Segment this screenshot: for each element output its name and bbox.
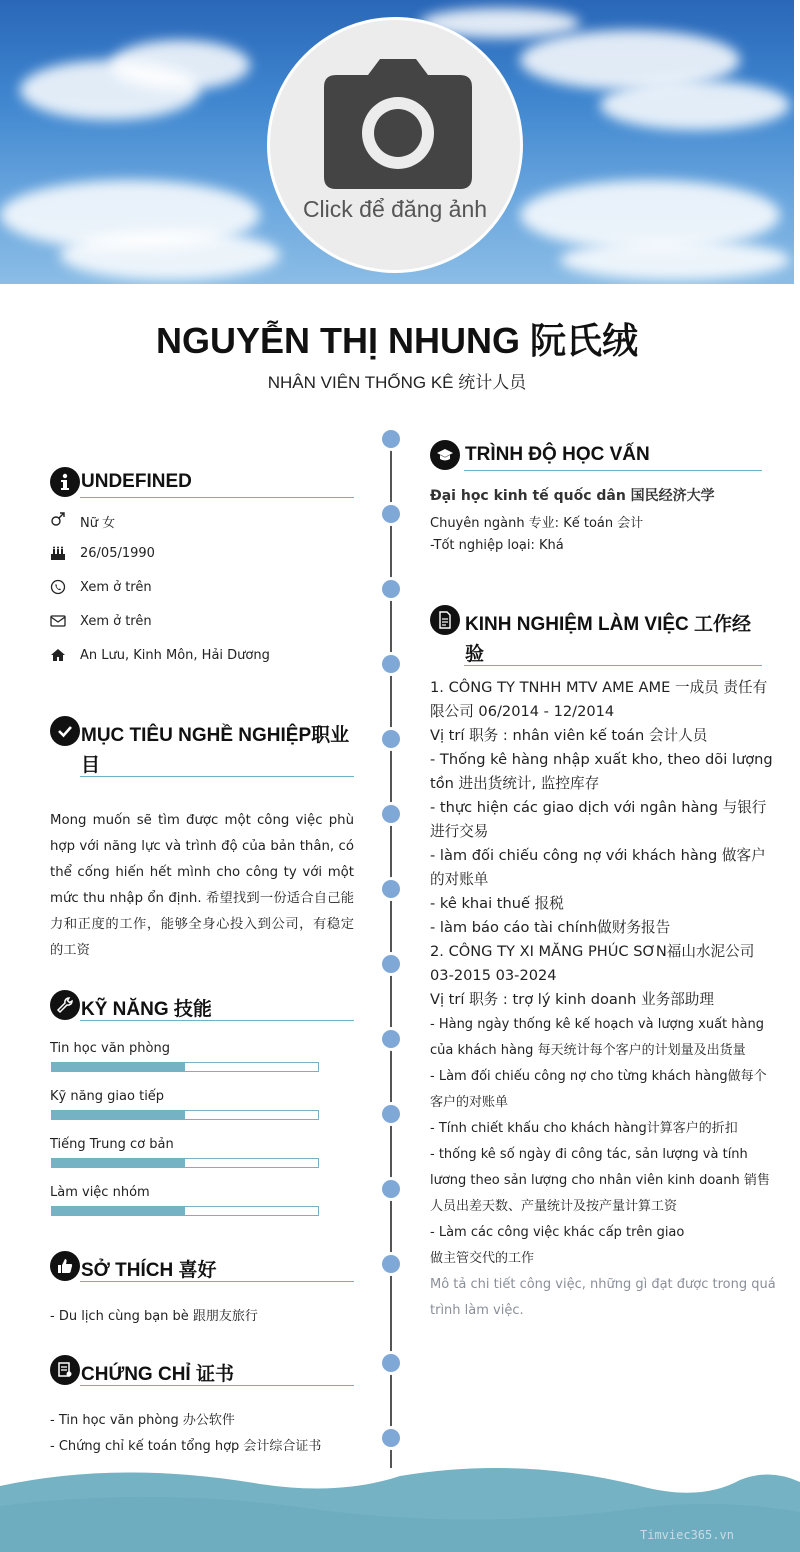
experience-heading [430,605,762,665]
skill-name: Tiếng Trung cơ bản [50,1137,174,1152]
skill-bar [51,1158,319,1168]
job-task: 做主管交代的工作 [430,1251,535,1266]
cover-banner [0,0,794,284]
hobbies-heading [50,1251,354,1281]
experience-list [430,676,776,1324]
section-divider [80,1385,354,1386]
timeline-dot [382,1105,400,1123]
job-company: 1. CÔNG TY TNHH MTV AME AME 一成员 责任有限公司 06/2014 - 12/2014 [430,679,768,720]
watermark: Timviec365.vn [640,1528,734,1542]
job-task: - Tính chiết khấu cho khách hàng计算客户的折扣 [430,1121,738,1136]
wrench-icon [50,990,80,1020]
education-school: Đại học kinh tế quốc dân 国民经济大学 [430,488,715,504]
timeline-dot [382,880,400,898]
job-task: - thống kê số ngày đi công tác, sản lượng và tính lương theo sản lượng cho nhân viên kinh doanh 销售人员出差天数、产量统计及按产量计算工资 [430,1147,770,1214]
personal-info-title: UNDEFINED [81,471,192,492]
section-divider [80,1020,354,1021]
graduation-cap-icon [430,440,460,470]
certificates-heading [50,1355,354,1385]
info-phone: Xem ở trên [50,578,350,600]
timeline-dot [382,805,400,823]
timeline-dot [382,1030,400,1048]
section-divider [80,776,354,777]
avatar-upload[interactable] [267,17,523,273]
info-icon [50,467,80,497]
job-company: 2. CÔNG TY XI MĂNG PHÚC SƠN福山水泥公司 03-2015 03-2024 [430,943,755,984]
timeline-dot [382,1180,400,1198]
skill-name: Kỹ năng giao tiếp [50,1089,165,1104]
education-major: Chuyên ngành 专业: Kế toán 会计 [430,516,644,531]
section-divider [80,497,354,498]
certificate-item: - Tin học văn phòng 办公软件 [50,1413,235,1428]
candidate-name: NGUYỄN THỊ NHUNG 阮氏绒 [155,320,638,361]
education-heading [430,440,762,470]
section-divider [464,470,762,471]
certificates-title: CHỨNG CHỈ 证书 [81,1364,234,1385]
avatar-upload-label: Click để đăng ảnh [302,196,488,222]
timeline-dot [382,730,400,748]
hobbies-title: SỞ THÍCH 喜好 [81,1260,217,1281]
check-circle-icon [50,716,80,746]
birthday-cake-icon [50,545,66,561]
job-task: - kê khai thuế 报税 [430,895,564,912]
skill-level-fill [52,1207,185,1215]
objective-heading [50,716,354,776]
experience-title: KINH NGHIỆM LÀM VIỆC 工作经 [465,614,752,635]
timeline-dot [382,1354,400,1372]
hobby-item: - Du lịch cùng bạn bè 跟朋友旅行 [50,1309,258,1324]
email-icon [50,613,66,629]
education-grade: -Tốt nghiệp loại: Khá [430,538,564,553]
job-task: - Hàng ngày thống kê kế hoạch và lượng xuất hàng của khách hàng 每天统计每个客户的计划量及出货量 [430,1017,764,1058]
timeline-dot [382,430,400,448]
info-gender: Nữ 女 [50,510,350,532]
job-description-placeholder[interactable]: Mô tả chi tiết công việc, những gì đạt được trong quá trình làm việc. [430,1277,776,1318]
section-divider [80,1281,354,1282]
job-task: - làm báo cáo tài chính做财务报告 [430,919,671,936]
objective-title: MỤC TIÊU NGHỀ NGHIỆP职业 [81,725,350,746]
job-task: - Làm các công việc khác cấp trên giao [430,1225,685,1240]
timeline-dot [382,655,400,673]
skill-name: Làm việc nhóm [50,1185,150,1200]
timeline-dot [382,1255,400,1273]
skill-bar [51,1062,319,1072]
skill-level-fill [52,1159,185,1167]
skills-heading [50,990,354,1020]
personal-info-heading [50,467,354,497]
job-task: - Thống kê hàng nhập xuất kho, theo dõi lượng tồn 进出货统计, 监控库存 [430,751,773,792]
gender-icon [50,511,66,527]
candidate-position: NHÂN VIÊN THỐNG KÊ 统计人员 [267,373,527,392]
skill-bar [51,1110,319,1120]
objective-text: Mong muốn sẽ tìm được một công việc phù hợp với năng lực và trình độ của bản thân, có thể cống hiến hết mình cho công ty với một mức thu nhập ổn định. 希望找到一份适合自己能力和正度的工作，能够全身心投入到公司，有稳定的工资 [50,813,354,958]
education-title: TRÌNH ĐỘ HỌC VẤN [465,444,650,465]
skill-name: Tin học văn phòng [50,1041,170,1056]
experience-title-cont: 验 [465,644,485,665]
timeline-dot [382,580,400,598]
info-email: Xem ở trên [50,612,350,634]
job-task: - thực hiện các giao dịch với ngân hàng 与银行进行交易 [430,799,767,840]
job-role: Vị trí 职务 : trợ lý kinh doanh 业务部助理 [430,991,714,1008]
info-birthday: 26/05/1990 [50,544,350,566]
timeline-dot [382,505,400,523]
skill-bar [51,1206,319,1216]
timeline-dot [382,1429,400,1447]
phone-icon [50,579,66,595]
skill-level-fill [52,1063,185,1071]
thumbs-up-icon [50,1251,80,1281]
objective-title-cont: 目 [81,755,101,776]
info-address: An Lưu, Kinh Môn, Hải Dương [50,646,350,668]
job-task: - Làm đối chiếu công nợ cho từng khách hàng做每个客户的对账单 [430,1069,767,1110]
certificate-icon [50,1355,80,1385]
job-task: - làm đối chiếu công nợ với khách hàng 做客户的对账单 [430,847,766,888]
certificate-item: - Chứng chỉ kế toán tổng hợp 会计综合证书 [50,1439,322,1454]
skills-title: KỸ NĂNG 技能 [81,999,212,1020]
job-role: Vị trí 职务 : nhân viên kế toán 会计人员 [430,727,708,744]
timeline-dot [382,955,400,973]
home-icon [50,647,66,663]
skill-level-fill [52,1111,185,1119]
camera-icon [324,59,472,189]
document-icon [430,605,460,635]
section-divider [464,665,762,666]
